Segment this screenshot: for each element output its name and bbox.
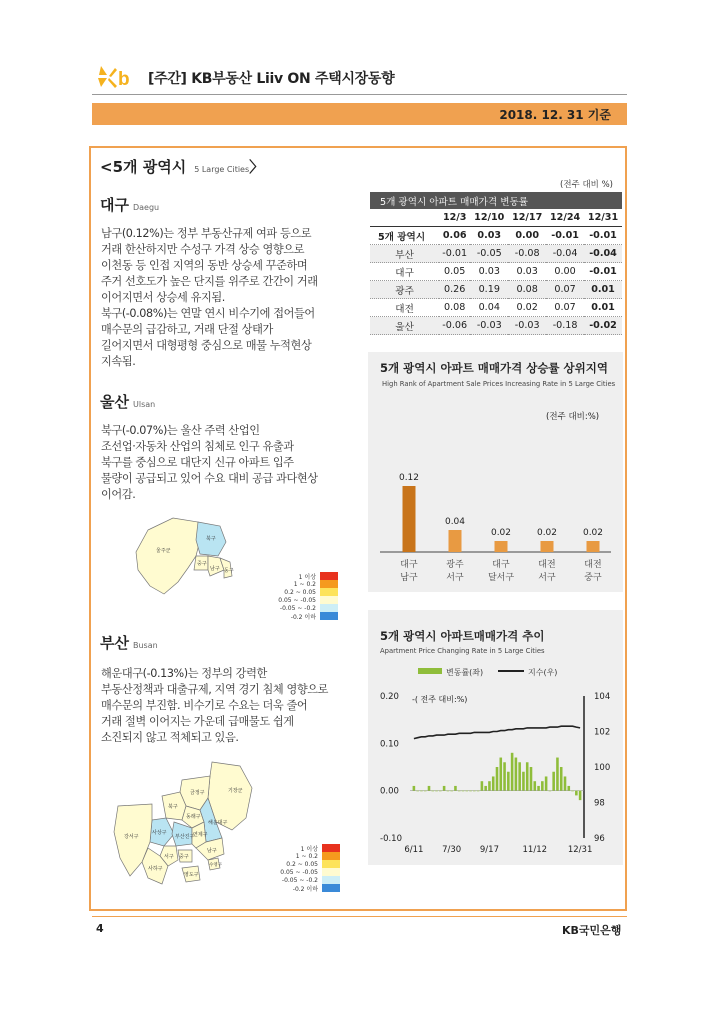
chart1-bar xyxy=(495,541,508,552)
chart2-bar xyxy=(488,781,491,790)
chart1-category-label: 대전 xyxy=(584,560,602,570)
page-number: 4 xyxy=(96,922,104,935)
table-cell: 0.01 xyxy=(584,299,622,317)
column-header xyxy=(370,209,439,227)
legend-swatch xyxy=(322,860,340,868)
legend-swatch xyxy=(320,604,338,612)
chart2-bar xyxy=(469,791,472,792)
text-line: 거래 절벽 이어지는 가운데 급매물도 쉽게 xyxy=(101,715,294,728)
chart1-value-label: 0.02 xyxy=(490,528,512,538)
chart2-bar xyxy=(413,786,416,791)
section-title-close: 〉 xyxy=(249,158,265,176)
legend-row: -0.05 ~ -0.2 xyxy=(270,876,340,884)
section-title-ko: <5개 광역시 xyxy=(100,158,187,176)
column-header: 12/31 xyxy=(584,209,622,227)
table-cell: -0.04 xyxy=(546,245,584,263)
chart2-bar xyxy=(533,781,536,790)
text-line: 이천동 등 인접 지역의 동반 상승세 꾸준하며 xyxy=(101,259,308,272)
price-change-table xyxy=(370,192,622,335)
chart1-bar xyxy=(403,486,416,552)
table-cell: -0.01 xyxy=(439,245,470,263)
legend-row: -0.2 이하 xyxy=(270,884,340,892)
table-cell: 0.03 xyxy=(470,263,508,281)
title-rule xyxy=(92,94,627,95)
bank-name: KB국민은행 xyxy=(562,924,622,937)
daegu-commentary xyxy=(101,226,318,370)
map-label: 북구 xyxy=(206,536,216,542)
svg-text:b: b xyxy=(118,69,130,90)
legend-swatch xyxy=(322,876,340,884)
chart1-plot xyxy=(368,420,623,590)
date-bar xyxy=(92,103,627,125)
table-cell: 5개 광역시 xyxy=(370,227,439,245)
chart2-bar xyxy=(537,786,540,791)
text-line: 소진되지 않고 적체되고 있음. xyxy=(101,731,239,744)
map-label: 중구 xyxy=(179,854,189,860)
chart2-bar xyxy=(541,781,544,790)
chart2-bar xyxy=(477,791,480,792)
chart2-bar xyxy=(552,772,555,791)
legend-row: 1 ~ 0.2 xyxy=(270,852,340,860)
chart2-bar xyxy=(511,753,514,791)
chart2-bar xyxy=(579,791,582,800)
chart1-category-label: 달서구 xyxy=(487,573,515,583)
city-heading-ulsan xyxy=(100,391,155,412)
chart2-bar xyxy=(567,786,570,791)
table-cell: -0.02 xyxy=(584,317,622,335)
table-caption: 5개 광역시 아파트 매매가격 변동률 xyxy=(370,192,622,209)
map-label: 금정구 xyxy=(190,790,205,796)
chart2-left-tick-label: 0.20 xyxy=(380,692,399,702)
ulsan-map-legend xyxy=(268,572,338,620)
city-name-en: Daegu xyxy=(132,203,160,212)
chart1-bar xyxy=(541,541,554,552)
chart1-subtitle: High Rank of Apartment Sale Prices Increasing Rate in 5 Large Cities xyxy=(382,380,616,388)
chart1-category-label: 대전 xyxy=(538,560,556,570)
table-cell: 0.07 xyxy=(546,299,584,317)
chart2-bar xyxy=(450,791,453,792)
chart1-value-label: 0.02 xyxy=(582,528,604,538)
table-cell: -0.05 xyxy=(470,245,508,263)
busan-commentary xyxy=(101,666,328,746)
map-label: 남구 xyxy=(210,566,220,572)
chart2-x-tick-label: 11/12 xyxy=(522,845,548,855)
chart2-bar xyxy=(431,791,434,792)
column-header: 12/10 xyxy=(470,209,508,227)
legend-swatch xyxy=(322,852,340,860)
city-name-en: Ulsan xyxy=(132,400,156,409)
table-cell: -0.03 xyxy=(470,317,508,335)
chart2-legend-line-label: 지수(우) xyxy=(528,668,558,677)
column-header: 12/24 xyxy=(546,209,584,227)
chart2-bar xyxy=(549,791,552,792)
legend-swatch xyxy=(320,580,338,588)
report-title: [주간] KB부동산 Liiv ON 주택시장동향 xyxy=(148,71,395,87)
map-label: 울주군 xyxy=(156,548,171,554)
legend-row: 1 이상 xyxy=(268,572,338,580)
table-cell: -0.01 xyxy=(546,227,584,245)
chart1-bar xyxy=(449,530,462,552)
section-title xyxy=(100,156,264,177)
chart2-bar xyxy=(571,791,574,792)
chart2-bar xyxy=(556,758,559,791)
chart2-unit-label: -( 전주 대비:%) xyxy=(412,695,468,704)
table-cell: 0.06 xyxy=(439,227,470,245)
busan-map xyxy=(112,758,262,906)
chart2-bar xyxy=(503,762,506,790)
chart2-bar xyxy=(530,767,533,791)
chart2-bar xyxy=(560,767,563,791)
text-line: 북구(-0.07%)는 울산 주력 산업인 xyxy=(101,424,260,437)
chart2-bar xyxy=(484,786,487,791)
table-cell: 0.03 xyxy=(470,227,508,245)
chart2-bar xyxy=(515,758,518,791)
chart1-unit: (전주 대비:%) xyxy=(546,412,600,422)
table-cell: 0.19 xyxy=(470,281,508,299)
table-cell: 0.00 xyxy=(546,263,584,281)
table-cell: 0.00 xyxy=(508,227,546,245)
footer-rule xyxy=(92,916,627,917)
legend-row: 1 이상 xyxy=(270,844,340,852)
chart2-x-tick-label: 6/11 xyxy=(404,845,424,855)
chart2-index-line xyxy=(414,726,580,738)
table-cell: 0.08 xyxy=(439,299,470,317)
table-cell: 0.01 xyxy=(584,281,622,299)
table-unit: (전주 대비 %) xyxy=(560,180,613,190)
chart2-right-tick-label: 102 xyxy=(594,727,611,738)
map-label: 영도구 xyxy=(184,872,199,878)
chart2-title: 5개 광역시 아파트매매가격 추이 xyxy=(380,629,545,643)
map-label: 강서구 xyxy=(124,834,139,840)
map-label: 남구 xyxy=(207,848,217,854)
legend-row: -0.2 이하 xyxy=(268,612,338,620)
chart2-bar xyxy=(454,786,457,791)
chart2-legend-bar-swatch xyxy=(418,668,442,674)
city-name: 대구 xyxy=(100,196,129,214)
map-label: 서구 xyxy=(164,854,174,860)
chart2-bar xyxy=(507,772,510,791)
chart1-category-label: 대구 xyxy=(400,560,418,570)
busan-map-legend xyxy=(270,844,340,892)
text-line: 부동산정책과 대출규제, 지역 경기 침체 영향으로 xyxy=(101,683,329,696)
map-label: 중구 xyxy=(197,561,207,567)
chart2-right-tick-label: 104 xyxy=(594,692,611,702)
chart1-value-label: 0.02 xyxy=(536,528,558,538)
chart1-category-label: 광주 xyxy=(446,560,464,570)
chart2-bar xyxy=(462,791,465,792)
map-label: 북구 xyxy=(168,804,178,810)
table-row xyxy=(370,281,622,299)
table-cell: -0.03 xyxy=(508,317,546,335)
table-cell: 0.07 xyxy=(546,281,584,299)
chart2-right-tick-label: 98 xyxy=(594,798,605,809)
legend-row: 0.2 ~ 0.05 xyxy=(270,860,340,868)
text-line: 해운대구(-0.13%)는 정부의 강력한 xyxy=(101,667,267,680)
table-cell: 0.04 xyxy=(470,299,508,317)
text-line: 이어감. xyxy=(101,488,136,501)
table-cell: -0.01 xyxy=(584,227,622,245)
chart1-category-label: 서구 xyxy=(538,573,556,583)
ulsan-commentary xyxy=(101,423,318,503)
chart2-bar xyxy=(545,776,548,790)
map-label: 동구 xyxy=(224,568,234,574)
report-date: 2018. 12. 31 기준 xyxy=(499,108,611,122)
table-cell: 0.03 xyxy=(508,263,546,281)
legend-swatch xyxy=(320,596,338,604)
legend-swatch xyxy=(320,588,338,596)
table-row xyxy=(370,263,622,281)
text-line: 물량이 공급되고 있어 수요 대비 공급 과다현상 xyxy=(101,472,318,485)
table-cell: 울산 xyxy=(370,317,439,335)
chart2-bar xyxy=(435,791,438,792)
table-cell: -0.18 xyxy=(546,317,584,335)
chart2-bar xyxy=(428,786,431,791)
legend-swatch xyxy=(322,844,340,852)
text-line: 거래 한산하지만 수성구 가격 상승 영향으로 xyxy=(101,243,305,256)
text-line: 매수문의 급감하고, 거래 단절 상태가 xyxy=(101,323,273,336)
chart2-left-tick-label: -0.10 xyxy=(380,834,402,844)
table-cell: -0.06 xyxy=(439,317,470,335)
chart1-title: 5개 광역시 아파트 매매가격 상승률 상위지역 xyxy=(380,361,608,375)
map-label: 사하구 xyxy=(148,866,163,872)
text-line: 남구(0.12%)는 정부 부동산규제 여파 등으로 xyxy=(101,227,312,240)
text-line: 북구(-0.08%)는 연말 연시 비수기에 접어들어 xyxy=(101,307,315,320)
legend-row: 0.2 ~ 0.05 xyxy=(268,588,338,596)
chart2-legend-bar-label: 변동률(좌) xyxy=(446,668,484,677)
city-heading-daegu xyxy=(100,194,159,215)
table-cell: -0.04 xyxy=(584,245,622,263)
table-row xyxy=(370,299,622,317)
chart2-left-tick-label: 0.00 xyxy=(380,786,399,797)
legend-row: 1 ~ 0.2 xyxy=(268,580,338,588)
table-cell: 광주 xyxy=(370,281,439,299)
text-line: 조선업·자동차 산업의 침체로 인구 유출과 xyxy=(101,440,294,453)
city-name-en: Busan xyxy=(132,641,158,650)
table-cell: 부산 xyxy=(370,245,439,263)
table-cell: 0.02 xyxy=(508,299,546,317)
table-row xyxy=(370,317,622,335)
table-cell: 0.05 xyxy=(439,263,470,281)
chart2-plot xyxy=(368,660,623,865)
table-cell: -0.01 xyxy=(584,263,622,281)
chart2-bar xyxy=(416,791,419,792)
text-line: 북구를 중심으로 대단지 신규 아파트 입주 xyxy=(101,456,294,469)
chart2-bar xyxy=(496,767,499,791)
chart2-x-tick-label: 7/30 xyxy=(442,845,462,855)
chart1-bar xyxy=(587,541,600,552)
legend-swatch xyxy=(322,868,340,876)
text-line: 매수문의 부진함. 비수기로 수요는 더욱 줄어 xyxy=(101,699,308,712)
chart2-bar xyxy=(439,791,442,792)
text-line: 이어지면서 상승세 유지됨. xyxy=(101,291,225,304)
map-label: 해운대구 xyxy=(208,820,228,826)
chart2-bar xyxy=(424,791,427,792)
text-line: 길어지면서 대형평형 중심으로 매물 누적현상 xyxy=(101,339,312,352)
column-header: 12/3 xyxy=(439,209,470,227)
table-row xyxy=(370,245,622,263)
chart2-bar xyxy=(499,758,502,791)
city-heading-busan xyxy=(100,632,158,653)
legend-swatch xyxy=(322,884,340,892)
map-label: 부산진구 xyxy=(175,834,195,840)
chart2-bar xyxy=(492,776,495,790)
column-header: 12/17 xyxy=(508,209,546,227)
table-cell: -0.08 xyxy=(508,245,546,263)
legend-row: 0.05 ~ -0.05 xyxy=(270,868,340,876)
chart2-bar xyxy=(522,772,525,791)
legend-swatch xyxy=(320,612,338,620)
chart2-right-tick-label: 96 xyxy=(594,834,605,844)
map-label: 사상구 xyxy=(152,830,167,836)
chart1-category-label: 대구 xyxy=(492,560,510,570)
chart2-left-tick-label: 0.10 xyxy=(380,739,399,750)
chart2-x-tick-label: 12/31 xyxy=(567,845,593,855)
city-name: 부산 xyxy=(100,634,129,652)
chart1-value-label: 0.04 xyxy=(444,517,466,527)
chart2-bar xyxy=(575,791,578,796)
chart2-bar xyxy=(518,762,521,790)
chart2-bar xyxy=(443,786,446,791)
map-label: 기장군 xyxy=(228,788,243,794)
table-cell: 0.26 xyxy=(439,281,470,299)
table-header-row xyxy=(370,209,622,227)
chart1-category-label: 중구 xyxy=(584,573,602,583)
chart2-right-tick-label: 100 xyxy=(594,763,611,773)
map-label: 동래구 xyxy=(186,814,201,820)
table-cell: 0.08 xyxy=(508,281,546,299)
text-line: 지속됨. xyxy=(101,355,136,368)
ulsan-map xyxy=(128,512,258,604)
legend-row: 0.05 ~ -0.05 xyxy=(268,596,338,604)
table-cell: 대전 xyxy=(370,299,439,317)
chart2-bar xyxy=(481,781,484,790)
chart2-bar xyxy=(465,791,468,792)
chart1-category-label: 서구 xyxy=(446,573,464,583)
text-line: 주거 선호도가 높은 단지를 위주로 간간이 거래 xyxy=(101,275,318,288)
chart2-bar xyxy=(564,776,567,790)
chart2-bar xyxy=(447,791,450,792)
chart1-category-label: 남구 xyxy=(400,573,418,583)
table-cell: 대구 xyxy=(370,263,439,281)
map-label: 연제구 xyxy=(193,832,208,838)
chart2-bar xyxy=(526,762,529,790)
chart1-value-label: 0.12 xyxy=(398,473,420,483)
chart2-bar xyxy=(420,791,423,792)
kb-logo-icon xyxy=(95,62,141,92)
section-title-en: 5 Large Cities xyxy=(194,165,250,174)
chart2-bar xyxy=(458,791,461,792)
table-row xyxy=(370,227,622,245)
chart2-subtitle: Apartment Price Changing Rate in 5 Large Cities xyxy=(380,647,545,655)
city-name: 울산 xyxy=(100,393,129,411)
chart2-x-tick-label: 9/17 xyxy=(479,845,499,855)
chart2-bar xyxy=(473,791,476,792)
map-label: 수영구 xyxy=(209,863,223,868)
legend-swatch xyxy=(320,572,338,580)
legend-row: -0.05 ~ -0.2 xyxy=(268,604,338,612)
